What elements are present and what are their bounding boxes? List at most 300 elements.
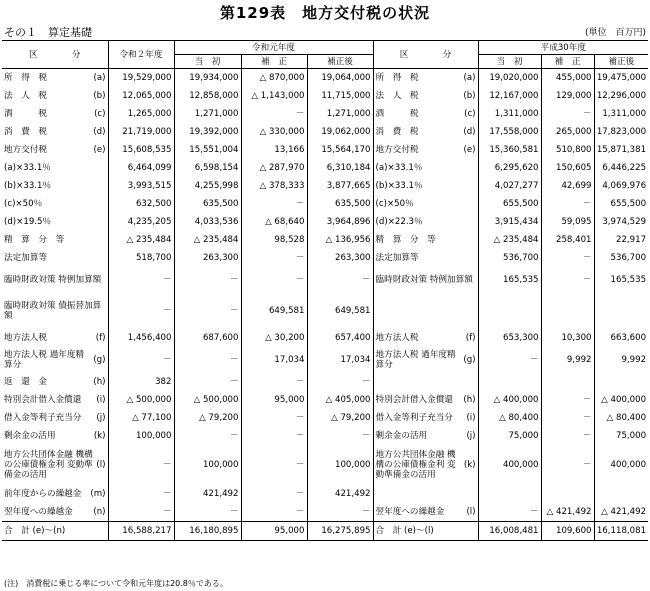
value-cell: 649,581: [307, 293, 373, 329]
label-cell: [373, 177, 478, 195]
value-cell: 657,400: [307, 329, 373, 347]
section-subtitle: その１ 算定基礎: [4, 26, 92, 39]
value-cell: 42,699: [541, 177, 594, 195]
row-label: 地方交付税: [375, 145, 419, 155]
value-cell: 455,000: [541, 69, 594, 88]
value-cell: 12,296,000: [594, 87, 648, 105]
total-label: 合 計 (e)～(n): [2, 522, 108, 541]
value-cell: －: [241, 195, 307, 213]
value-cell: 4,033,536: [174, 213, 241, 231]
row-label: 地方交付税: [4, 145, 47, 155]
value-cell: 663,600: [594, 329, 648, 347]
value-cell: [478, 293, 541, 329]
value-cell: 263,300: [174, 249, 241, 267]
header-reiwa1: 令和元年度: [174, 41, 373, 55]
row-label: 消 費 税: [375, 127, 419, 137]
value-cell: －: [541, 195, 594, 213]
header-h30-tousho: 当 初: [478, 55, 541, 69]
row-tag: (i): [96, 395, 106, 405]
row-label: 臨時財政対策 特例加算額: [375, 275, 473, 285]
table-row: [2, 373, 648, 391]
row-tag: (c): [94, 109, 106, 119]
value-cell: 13,166: [241, 141, 307, 159]
value-cell: 19,529,000: [108, 69, 174, 88]
value-cell: 15,871,381: [594, 141, 648, 159]
table-row: [2, 445, 648, 485]
value-cell: 265,000: [541, 123, 594, 141]
row-label: 法 人 税: [4, 91, 47, 101]
value-cell: 1,271,000: [307, 105, 373, 123]
value-cell: △ 136,956: [307, 231, 373, 249]
value-cell: △ 1,143,000: [241, 87, 307, 105]
value-cell: －: [241, 503, 307, 522]
label-cell: [373, 105, 478, 123]
value-cell: －: [241, 373, 307, 391]
row-tag: (b): [463, 91, 476, 101]
label-cell: [2, 105, 108, 123]
value-cell: [594, 373, 648, 391]
value-cell: 12,167,000: [478, 87, 541, 105]
row-label: 法 人 税: [375, 91, 419, 101]
label-cell: [2, 267, 108, 293]
row-label: 返 還 金: [4, 377, 47, 387]
label-cell: [2, 485, 108, 503]
header-h30-hosei: 補 正: [541, 55, 594, 69]
label-cell: [373, 445, 478, 485]
value-cell: 15,360,581: [478, 141, 541, 159]
value-cell: △ 77,100: [108, 409, 174, 427]
row-tag: (j): [96, 413, 106, 423]
value-cell: 100,000: [108, 427, 174, 445]
value-cell: 258,401: [541, 231, 594, 249]
value-cell: 1,456,400: [108, 329, 174, 347]
row-tag: (h): [463, 395, 476, 405]
value-cell: 9,992: [541, 347, 594, 373]
total-value: 95,000: [241, 522, 307, 541]
row-label: 地方法人税 過年度精算分: [4, 350, 85, 370]
label-cell: [2, 503, 108, 522]
value-cell: 19,934,000: [174, 69, 241, 88]
row-tag: (h): [93, 377, 106, 387]
label-cell: [2, 293, 108, 329]
row-label: 酒 税: [4, 109, 47, 119]
table-row: [2, 503, 648, 522]
value-cell: △ 287,970: [241, 159, 307, 177]
row-tag: (g): [463, 355, 476, 365]
value-cell: △ 235,484: [174, 231, 241, 249]
total-value: 16,180,895: [174, 522, 241, 541]
value-cell: 12,858,000: [174, 87, 241, 105]
label-cell: [373, 347, 478, 373]
label-cell: [373, 123, 478, 141]
value-cell: －: [174, 347, 241, 373]
header-kubun-left: 区 分: [2, 41, 108, 69]
value-cell: 11,715,000: [307, 87, 373, 105]
table-row: [2, 409, 648, 427]
row-label: 剰余金の活用: [375, 431, 428, 441]
value-cell: 75,000: [478, 427, 541, 445]
value-cell: －: [541, 427, 594, 445]
total-value: 16,275,895: [307, 522, 373, 541]
table-row: [2, 391, 648, 409]
value-cell: －: [241, 485, 307, 503]
value-cell: －: [241, 445, 307, 485]
value-cell: [478, 485, 541, 503]
label-cell: [2, 427, 108, 445]
label-cell: [373, 503, 478, 522]
row-label: 消 費 税: [4, 127, 47, 137]
total-row: [2, 522, 648, 541]
label-cell: [2, 409, 108, 427]
value-cell: 17,034: [241, 347, 307, 373]
value-cell: 95,000: [241, 391, 307, 409]
value-cell: 1,311,000: [594, 105, 648, 123]
row-label: (b)×33.1％: [375, 181, 423, 191]
row-label: 特別会計借入金償還: [4, 395, 82, 405]
value-cell: －: [174, 293, 241, 329]
value-cell: 1,265,000: [108, 105, 174, 123]
value-cell: －: [108, 293, 174, 329]
row-label: (a)×33.1％: [4, 163, 51, 173]
row-tag: (e): [463, 145, 476, 155]
value-cell: 649,581: [241, 293, 307, 329]
total-value: 16,008,481: [478, 522, 541, 541]
table-row: [2, 231, 648, 249]
value-cell: －: [241, 249, 307, 267]
table-row: [2, 329, 648, 347]
value-cell: [478, 373, 541, 391]
table-row: [2, 69, 648, 88]
value-cell: 421,492: [307, 485, 373, 503]
header-heisei30: 平成30年度: [478, 41, 648, 55]
label-cell: [2, 373, 108, 391]
row-tag: (m): [90, 489, 106, 499]
value-cell: －: [174, 503, 241, 522]
table-row: [2, 123, 648, 141]
value-cell: △ 330,000: [241, 123, 307, 141]
row-label: 地方公共団体金融 機構の公庫債権金利 変動準備金の活用: [375, 450, 456, 480]
value-cell: 1,271,000: [174, 105, 241, 123]
row-label: 精 算 分 等: [4, 235, 65, 245]
label-cell: [373, 213, 478, 231]
value-cell: △ 68,640: [241, 213, 307, 231]
value-cell: 17,823,000: [594, 123, 648, 141]
value-cell: －: [307, 267, 373, 293]
row-label: 酒 税: [375, 109, 419, 119]
row-tag: (a): [463, 73, 476, 83]
total-value: 109,600: [541, 522, 594, 541]
row-tag: (i): [466, 413, 476, 423]
label-cell: [2, 69, 108, 88]
value-cell: 536,700: [594, 249, 648, 267]
value-cell: △ 235,484: [478, 231, 541, 249]
label-cell: [373, 485, 478, 503]
value-cell: [541, 293, 594, 329]
value-cell: 518,700: [108, 249, 174, 267]
row-tag: (b): [93, 91, 106, 101]
header-r1-hosei: 補 正: [241, 55, 307, 69]
table-row: [2, 267, 648, 293]
row-tag: (k): [463, 460, 476, 470]
row-label: 法定加算等: [4, 253, 47, 263]
value-cell: [594, 293, 648, 329]
value-cell: －: [541, 409, 594, 427]
table-body: [2, 69, 648, 541]
row-tag: (d): [463, 127, 476, 137]
row-label: (d)×19.5％: [4, 217, 52, 227]
row-label: 臨時財政対策 債振替加算額: [4, 301, 102, 321]
value-cell: △ 500,000: [174, 391, 241, 409]
header-reiwa2: 令和２年度: [108, 41, 174, 69]
header-kubun-right: 区 分: [373, 41, 478, 69]
row-label: 借入金等利子充当分: [4, 413, 82, 423]
row-label: 地方法人税 過年度精算分: [375, 350, 456, 370]
value-cell: [594, 485, 648, 503]
label-cell: [2, 213, 108, 231]
value-cell: －: [241, 409, 307, 427]
value-cell: △ 421,492: [594, 503, 648, 522]
row-label: 精 算 分 等: [375, 235, 436, 245]
value-cell: 6,464,099: [108, 159, 174, 177]
value-cell: －: [241, 427, 307, 445]
row-tag: (l): [466, 507, 476, 517]
value-cell: 6,295,620: [478, 159, 541, 177]
value-cell: 400,000: [594, 445, 648, 485]
label-cell: [373, 249, 478, 267]
base-calculation-table: [2, 40, 648, 541]
value-cell: 165,535: [478, 267, 541, 293]
value-cell: 263,300: [307, 249, 373, 267]
table-row: [2, 249, 648, 267]
table-row: [2, 485, 648, 503]
value-cell: 4,027,277: [478, 177, 541, 195]
label-cell: [2, 329, 108, 347]
row-label: (d)×22.3％: [375, 217, 423, 227]
label-cell: [2, 141, 108, 159]
value-cell: 19,392,000: [174, 123, 241, 141]
label-cell: [2, 231, 108, 249]
row-label: (c)×50％: [375, 199, 414, 209]
table-row: [2, 213, 648, 231]
row-tag: (f): [465, 333, 476, 343]
value-cell: －: [307, 427, 373, 445]
page-title: 第129表 地方交付税の状況: [219, 4, 431, 22]
label-cell: [373, 87, 478, 105]
label-cell: [373, 373, 478, 391]
table-row: [2, 87, 648, 105]
value-cell: 382: [108, 373, 174, 391]
value-cell: 655,500: [478, 195, 541, 213]
value-cell: －: [108, 485, 174, 503]
value-cell: 19,475,000: [594, 69, 648, 88]
label-cell: [2, 177, 108, 195]
value-cell: △ 30,200: [241, 329, 307, 347]
label-cell: [373, 231, 478, 249]
label-cell: [373, 329, 478, 347]
value-cell: －: [541, 105, 594, 123]
row-tag: (e): [93, 145, 106, 155]
value-cell: △ 400,000: [594, 391, 648, 409]
row-label: 所 得 税: [375, 73, 419, 83]
value-cell: 687,600: [174, 329, 241, 347]
value-cell: △ 421,492: [541, 503, 594, 522]
value-cell: 98,528: [241, 231, 307, 249]
row-label: 地方公共団体金融 機構の公庫債権金利 変動準備金の活用: [4, 450, 93, 480]
row-label: 翌年度への繰越金: [4, 507, 73, 517]
row-tag: (n): [93, 507, 106, 517]
table-row: [2, 427, 648, 445]
value-cell: －: [108, 267, 174, 293]
value-cell: －: [307, 503, 373, 522]
value-cell: 15,551,004: [174, 141, 241, 159]
value-cell: 19,062,000: [307, 123, 373, 141]
row-label: 所 得 税: [4, 73, 47, 83]
value-cell: 536,700: [478, 249, 541, 267]
value-cell: 12,065,000: [108, 87, 174, 105]
total-label: 合 計 (e)～(l): [373, 522, 478, 541]
value-cell: 653,300: [478, 329, 541, 347]
row-tag: (g): [93, 355, 106, 365]
value-cell: 421,492: [174, 485, 241, 503]
label-cell: [2, 445, 108, 485]
value-cell: 10,300: [541, 329, 594, 347]
value-cell: 655,500: [594, 195, 648, 213]
value-cell: △ 80,400: [594, 409, 648, 427]
value-cell: －: [108, 445, 174, 485]
value-cell: 17,558,000: [478, 123, 541, 141]
row-label: (b)×33.1％: [4, 181, 52, 191]
value-cell: －: [478, 347, 541, 373]
row-tag: (a): [93, 73, 106, 83]
table-row: [2, 159, 648, 177]
value-cell: 100,000: [174, 445, 241, 485]
label-cell: [2, 87, 108, 105]
value-cell: 6,598,154: [174, 159, 241, 177]
label-cell: [373, 409, 478, 427]
value-cell: 635,500: [307, 195, 373, 213]
label-cell: [373, 141, 478, 159]
row-label: 地方法人税: [4, 333, 47, 343]
table-row: [2, 105, 648, 123]
row-label: (a)×33.1％: [375, 163, 423, 173]
row-label: 前年度からの繰越金: [4, 489, 82, 499]
value-cell: 3,877,665: [307, 177, 373, 195]
value-cell: 59,095: [541, 213, 594, 231]
value-cell: 6,446,225: [594, 159, 648, 177]
value-cell: 21,719,000: [108, 123, 174, 141]
row-label: 剰余金の活用: [4, 431, 56, 441]
value-cell: 4,069,976: [594, 177, 648, 195]
label-cell: [373, 69, 478, 88]
table-row: [2, 141, 648, 159]
value-cell: 6,310,184: [307, 159, 373, 177]
value-cell: 129,000: [541, 87, 594, 105]
header-h30-hoseigo: 補正後: [594, 55, 648, 69]
value-cell: 1,311,000: [478, 105, 541, 123]
value-cell: 165,535: [594, 267, 648, 293]
label-cell: [2, 123, 108, 141]
value-cell: －: [307, 373, 373, 391]
value-cell: 17,034: [307, 347, 373, 373]
value-cell: 635,500: [174, 195, 241, 213]
label-cell: [373, 427, 478, 445]
row-label: 法定加算等: [375, 253, 419, 263]
footnote: (注) 消費税に乗じる率について令和元年度は20.8％である。: [4, 579, 228, 588]
table-row: [2, 293, 648, 329]
unit-label: (単位 百万円): [584, 28, 646, 38]
row-tag: (l): [96, 460, 106, 470]
row-tag: (k): [93, 431, 106, 441]
value-cell: △ 405,000: [307, 391, 373, 409]
value-cell: 400,000: [478, 445, 541, 485]
row-label: 地方法人税: [375, 333, 419, 343]
value-cell: △ 500,000: [108, 391, 174, 409]
value-cell: △ 79,200: [307, 409, 373, 427]
value-cell: －: [541, 249, 594, 267]
label-cell: [2, 195, 108, 213]
value-cell: －: [108, 503, 174, 522]
label-cell: [2, 391, 108, 409]
row-tag: (c): [464, 109, 476, 119]
row-label: (c)×50％: [4, 199, 43, 209]
value-cell: 4,255,998: [174, 177, 241, 195]
value-cell: 19,064,000: [307, 69, 373, 88]
value-cell: 4,235,205: [108, 213, 174, 231]
value-cell: －: [174, 373, 241, 391]
value-cell: 3,915,434: [478, 213, 541, 231]
label-cell: [373, 159, 478, 177]
value-cell: [541, 373, 594, 391]
row-tag: (d): [93, 127, 106, 137]
row-label: 臨時財政対策 特例加算額: [4, 275, 102, 285]
value-cell: 19,020,000: [478, 69, 541, 88]
value-cell: 100,000: [307, 445, 373, 485]
row-tag: (f): [95, 333, 106, 343]
total-value: 16,588,217: [108, 522, 174, 541]
row-label: 特別会計借入金償還: [375, 395, 453, 405]
row-label: 借入金等利子充当分: [375, 413, 453, 423]
header-r1-hoseigo: 補正後: [307, 55, 373, 69]
label-cell: [373, 195, 478, 213]
value-cell: －: [241, 105, 307, 123]
row-label: 翌年度への繰越金: [375, 507, 445, 517]
value-cell: －: [108, 347, 174, 373]
table-row: [2, 195, 648, 213]
value-cell: 150,605: [541, 159, 594, 177]
value-cell: 15,608,535: [108, 141, 174, 159]
value-cell: [541, 485, 594, 503]
table-row: [2, 347, 648, 373]
label-cell: [373, 293, 478, 329]
value-cell: －: [241, 267, 307, 293]
table-row: [2, 177, 648, 195]
value-cell: 9,992: [594, 347, 648, 373]
value-cell: △ 378,333: [241, 177, 307, 195]
total-value: 16,118,081: [594, 522, 648, 541]
value-cell: －: [541, 267, 594, 293]
label-cell: [2, 347, 108, 373]
value-cell: －: [478, 503, 541, 522]
value-cell: 3,993,515: [108, 177, 174, 195]
value-cell: 3,974,529: [594, 213, 648, 231]
label-cell: [2, 249, 108, 267]
value-cell: －: [174, 427, 241, 445]
value-cell: 510,800: [541, 141, 594, 159]
value-cell: 15,564,170: [307, 141, 373, 159]
value-cell: △ 80,400: [478, 409, 541, 427]
value-cell: 632,500: [108, 195, 174, 213]
label-cell: [373, 267, 478, 293]
